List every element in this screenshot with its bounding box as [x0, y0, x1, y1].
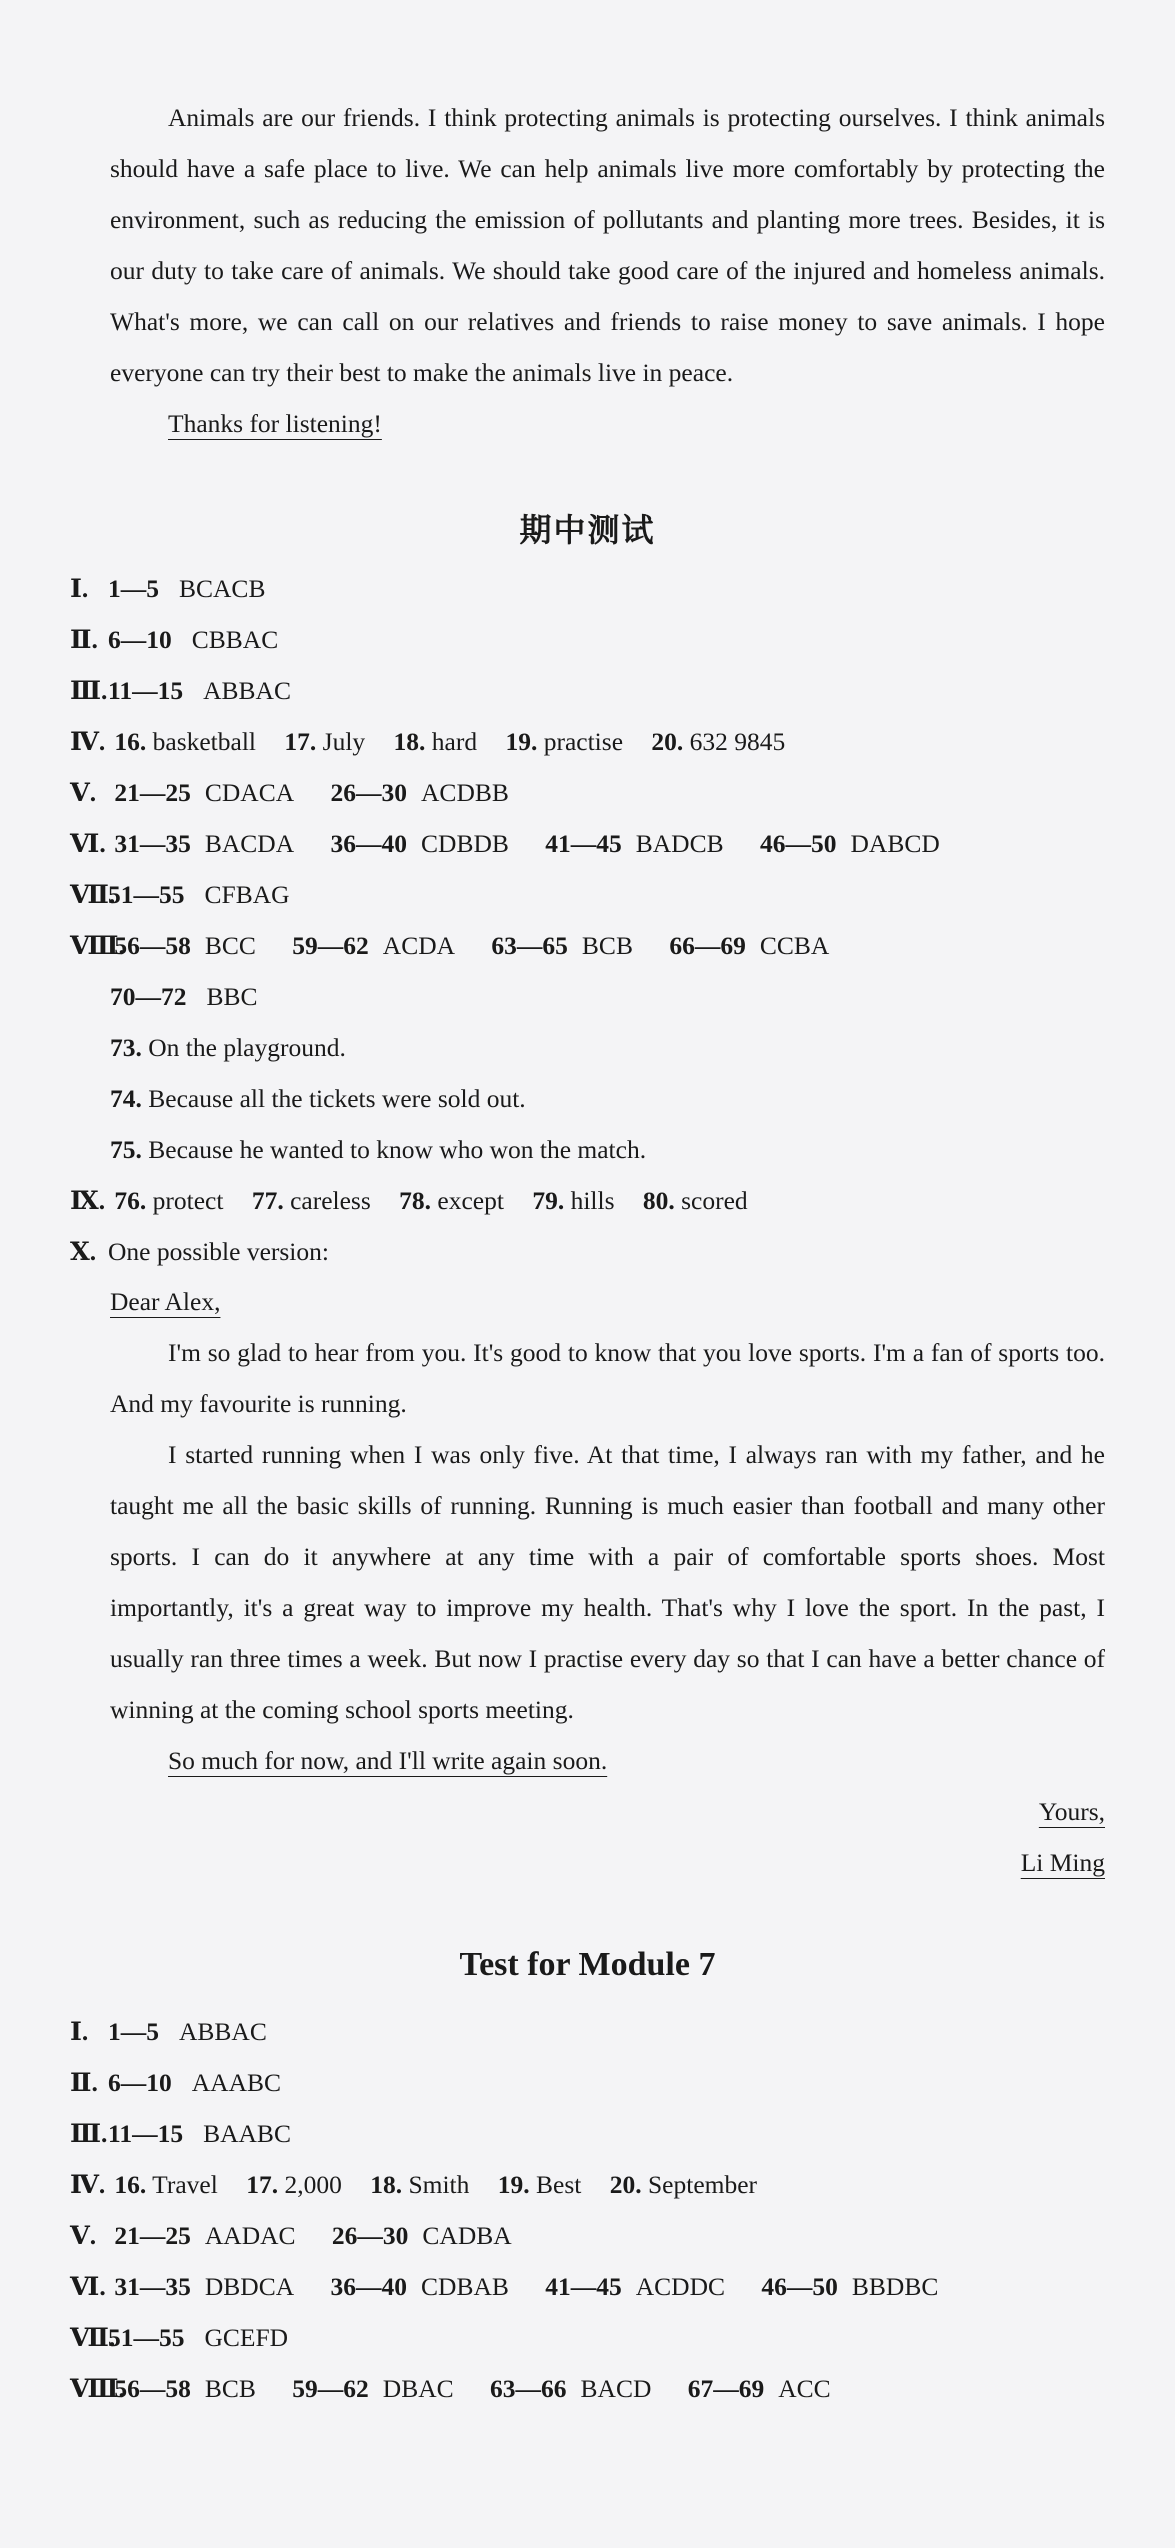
m7-section-8: Ⅷ. 56—58 BCB 59—62 DBAC 63—66 BACD 67—69 ACC	[70, 2374, 831, 2403]
mid-q73: 73. On the playground.	[110, 1033, 346, 1062]
mid-section-5: Ⅴ. 21—25 CDACA 26—30 ACDBB	[70, 778, 509, 807]
mid-section-1: Ⅰ. 1—5 BCACB	[70, 574, 266, 603]
m7-section-6: Ⅵ. 31—35 DBDCA 36—40 CDBAB 41—45 ACDDC 46—50 BBDBC	[70, 2272, 939, 2301]
letter-closing: So much for now, and I'll write again soon.	[168, 1746, 608, 1775]
mid-section-8: Ⅷ. 56—58 BCC 59—62 ACDA 63—65 BCB 66—69 CCBA	[70, 931, 830, 960]
mid-section-7: Ⅶ.51—55 CFBAG	[70, 880, 290, 909]
m7-section-3: Ⅲ.11—15 BAABC	[70, 2119, 291, 2148]
mid-section-10: Ⅹ. One possible version:	[70, 1237, 329, 1266]
m7-section-4: Ⅳ. 16. Travel 17. 2,000 18. Smith 19. Best 20. September	[70, 2170, 758, 2199]
mid-section-6: Ⅵ. 31—35 BACDA 36—40 CDBDB 41—45 BADCB 46—50 DABCD	[70, 829, 940, 858]
essay-block	[110, 92, 1105, 449]
mid-section-9: Ⅸ. 76. protect 77. careless 78. except 79. hills 80. scored	[70, 1186, 748, 1215]
letter-greeting: Dear Alex,	[110, 1287, 221, 1316]
module7-title: Test for Module 7	[459, 1946, 716, 1983]
m7-section-7: Ⅶ.51—55 GCEFD	[70, 2323, 289, 2352]
midterm-answers	[0, 563, 1175, 1277]
m7-section-2: Ⅱ. 6—10 AAABC	[70, 2068, 282, 2097]
mid-q75: 75. Because he wanted to know who won the match.	[110, 1135, 647, 1164]
m7-section-5: Ⅴ. 21—25 AADAC 26—30 CADBA	[70, 2221, 512, 2250]
m7-section-1: Ⅰ. 1—5 ABBAC	[70, 2017, 267, 2046]
essay-closing: Thanks for listening!	[168, 409, 382, 438]
module7-answers	[0, 2006, 1175, 2414]
midterm-title: 期中测试	[519, 511, 656, 549]
letter-paragraph-2: I started running when I was only five. At that time, I always ran with my father, and he taught me all the basic skills of running. Running is much easier than football and many other sports. I can do it anywhere at any time with a pair of comfortable sports shoes. Most importantly, it's a great way to improve my health. That's why I love the sport. In the past, I usually ran three times a week. But now I practise every day so that I can have a better chance of winning at the coming school sports meeting.	[110, 1440, 1105, 1724]
essay-paragraph: Animals are our friends. I think protecting animals is protecting ourselves. I think animals should have a safe place to live. We can help animals live more comfortably by protecting the environment, such as reducing the emission of pollutants and planting more trees. Besides, it is our duty to take care of animals. We should take good care of the injured and homeless animals. What's more, we can call on our relatives and friends to raise money to save animals. I hope everyone can try their best to make the animals live in peace.	[110, 103, 1105, 387]
letter-yours: Yours,	[1038, 1797, 1105, 1826]
mid-section-4: Ⅳ. 16. basketball 17. July 18. hard 19. practise 20. 632 9845	[70, 727, 786, 756]
mid-section-2: Ⅱ. 6—10 CBBAC	[70, 625, 279, 654]
mid-section-8-line2: 70—72 BBC	[110, 982, 258, 1011]
sample-letter	[110, 1276, 1105, 1888]
mid-q74: 74. Because all the tickets were sold out.	[110, 1084, 526, 1113]
letter-paragraph-1: I'm so glad to hear from you. It's good to know that you love sports. I'm a fan of sports too. And my favourite is running.	[110, 1338, 1105, 1418]
letter-signature: Li Ming	[1020, 1848, 1105, 1877]
mid-section-3: Ⅲ.11—15 ABBAC	[70, 676, 291, 705]
